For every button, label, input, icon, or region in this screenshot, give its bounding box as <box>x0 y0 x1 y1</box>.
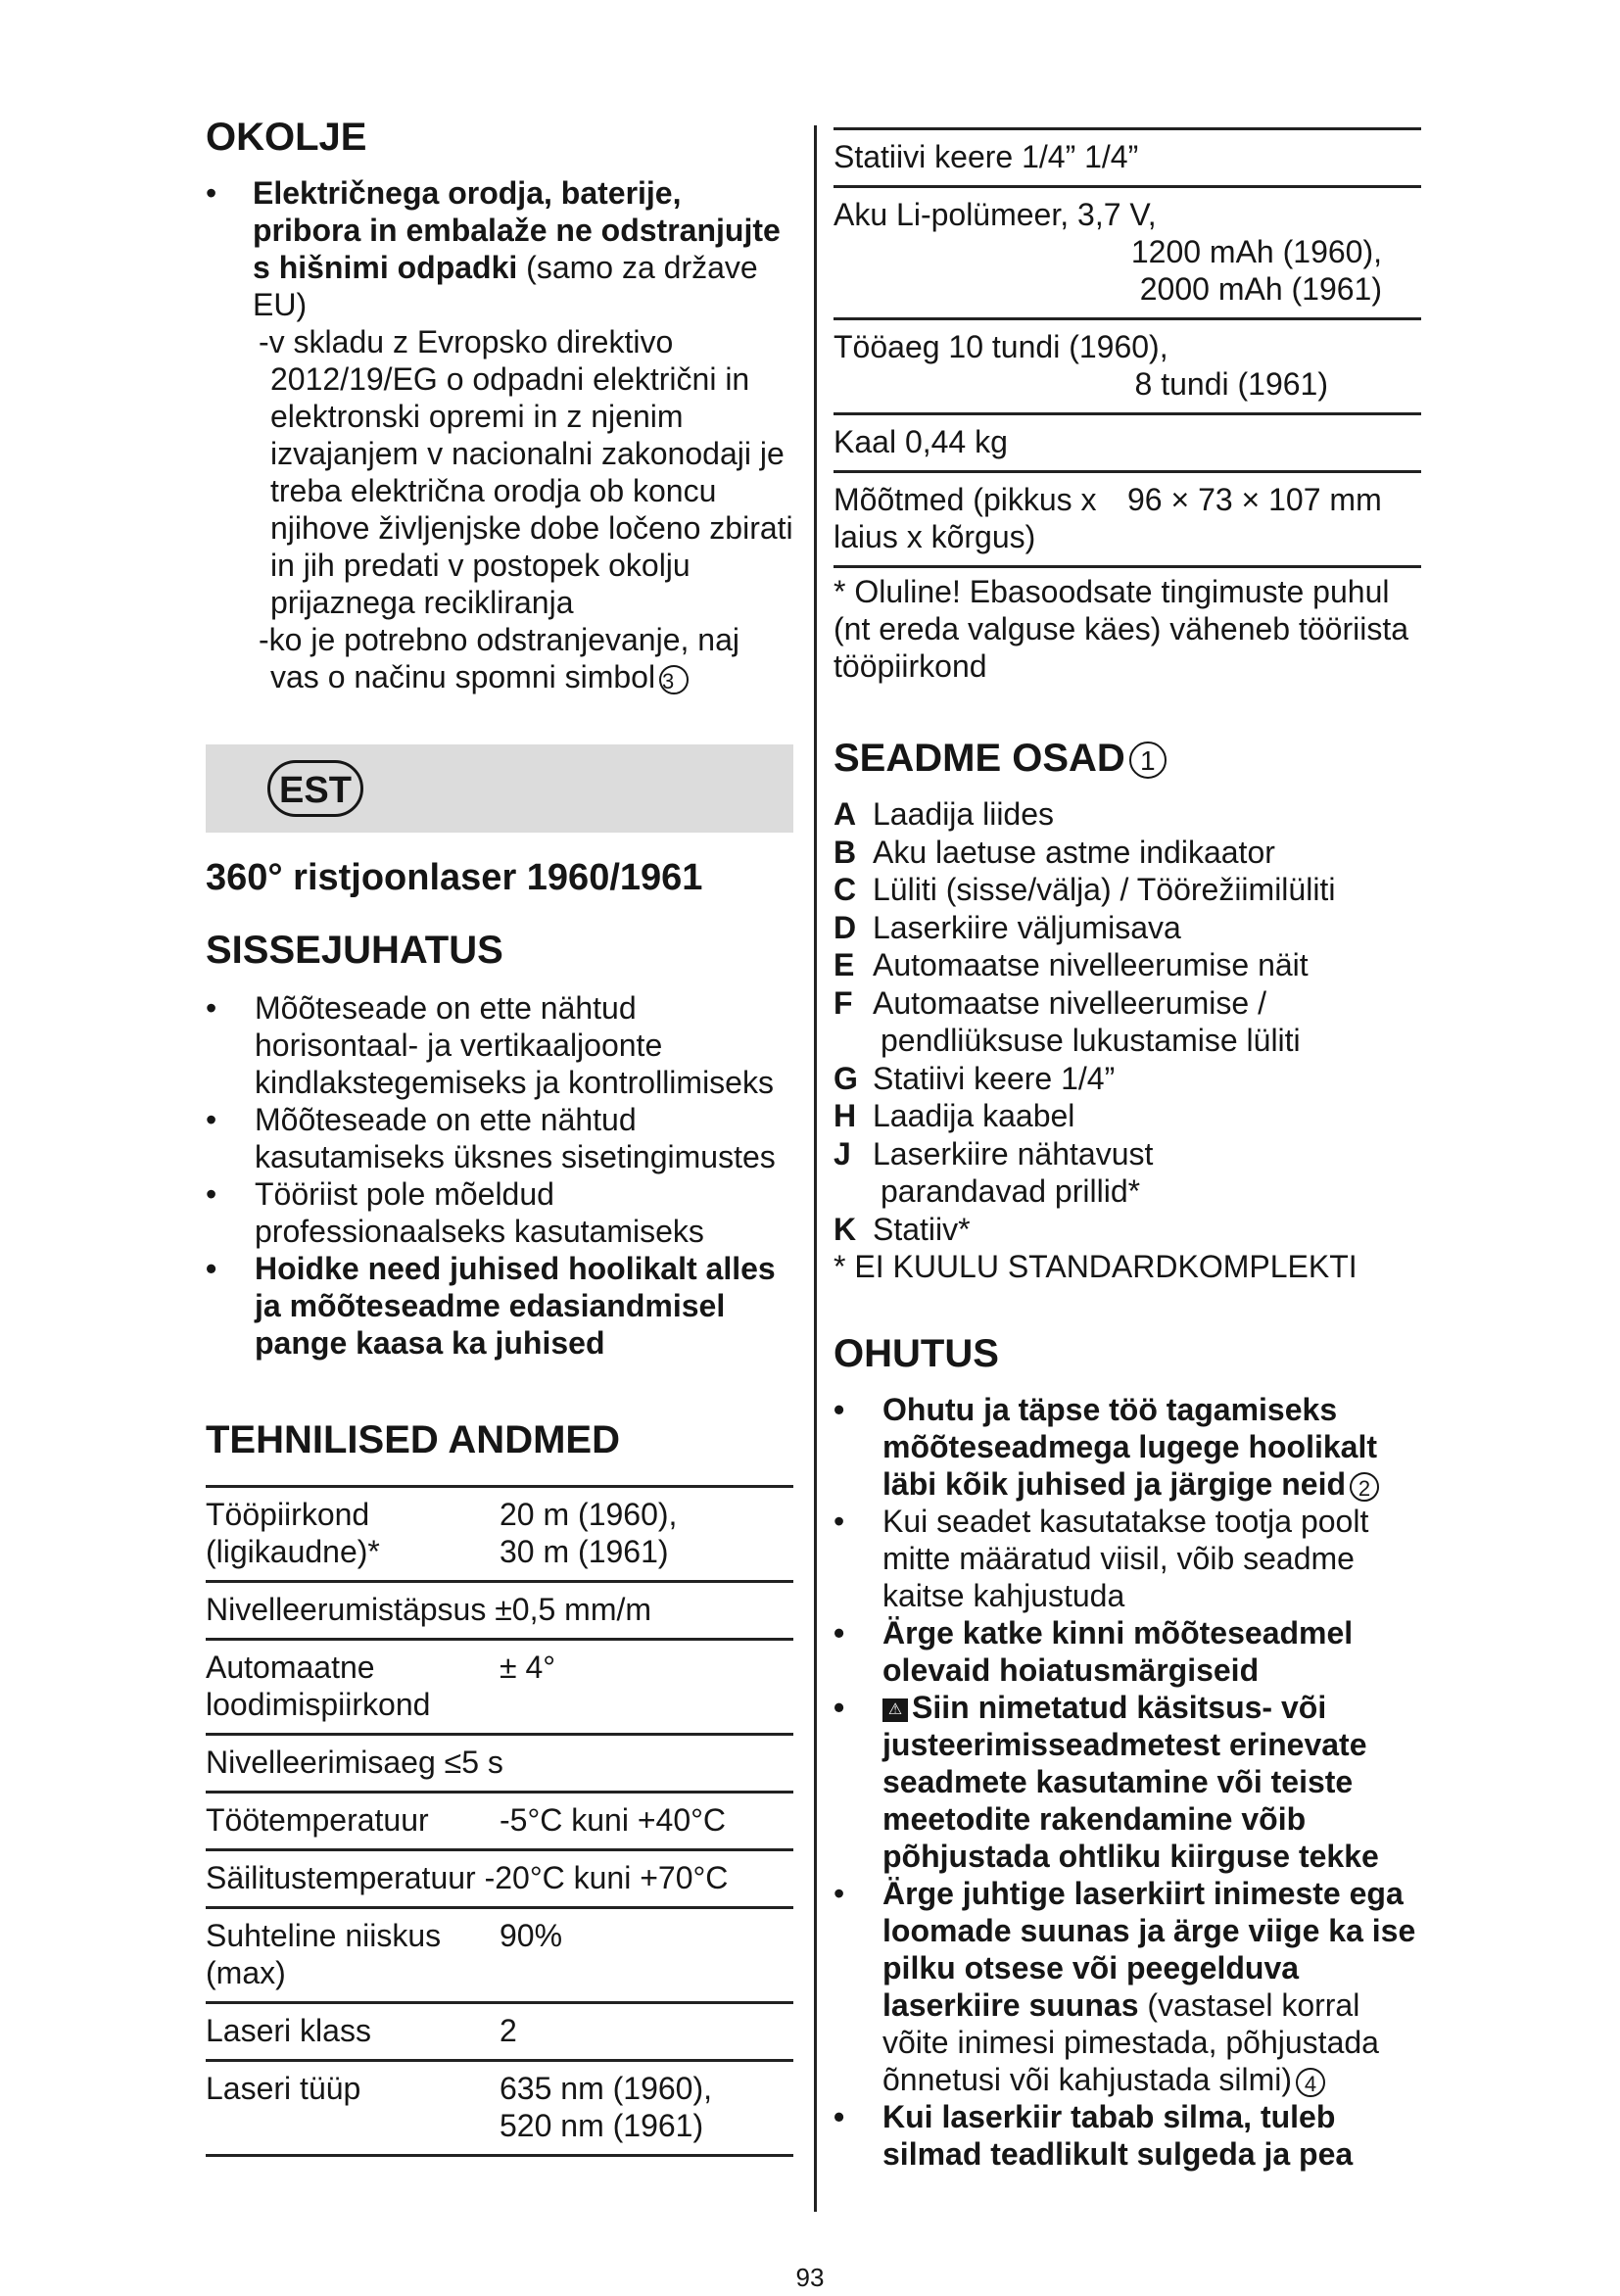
aku-line-1: Aku Li-polümeer, 3,7 V, <box>834 197 1157 232</box>
part-key: F <box>834 984 853 1021</box>
spec-label: Säilitustemperatuur -20°C kuni +70°C <box>206 1850 793 1908</box>
section-heading-okolje: OKOLJE <box>206 116 367 159</box>
table-row <box>834 470 1421 568</box>
part-key: A <box>834 796 857 832</box>
table-row: Kaal 0,44 kg <box>834 412 1421 470</box>
part-key: E <box>834 947 855 982</box>
list-item <box>834 946 1421 984</box>
okolje-sub-2-text: -ko je potrebno odstranjevanje, naj vas o načinu spomni simbol <box>259 622 739 694</box>
product-title: 360° ristjoonlaser 1960/1961 <box>206 857 703 898</box>
okolje-bullet-bold: Električnega orodja, baterije, pribora in embalaže ne odstranjujte s hišnimi odpadki <box>253 175 781 285</box>
list-item <box>834 1097 1421 1135</box>
mootmed-label: Mõõtmed (pikkus x laius x kõrgus) <box>834 482 1097 554</box>
list-item <box>834 795 1421 834</box>
section-heading-sissejuhatus: SISSEJUHATUS <box>206 929 503 972</box>
part-key: D <box>834 909 857 945</box>
language-band <box>206 744 793 833</box>
intro-bullet-bold: • Hoidke need juhised hoolikalt alles ja mõõteseadme edasiandmisel pange kaasa ka juhised <box>206 1250 793 1362</box>
part-key: J <box>834 1135 851 1172</box>
section-heading-ohutus: OHUTUS <box>834 1332 999 1375</box>
ohutus-list <box>834 1391 1421 2173</box>
safety-bullet-4 <box>834 1689 1421 1875</box>
table-row <box>206 1908 793 2003</box>
spec-value: 20 m (1960), 30 m (1961) <box>500 1487 793 1582</box>
tooaeg-line-2: 8 tundi (1961) <box>1134 366 1328 402</box>
spec-value: 635 nm (1960), 520 nm (1961) <box>500 2061 793 2156</box>
table-row <box>206 2003 793 2061</box>
tech-spec-table <box>206 1485 793 2157</box>
okolje-block <box>206 174 793 695</box>
intro-bullet-3: • Tööriist pole mõeldud professionaalseks kasutamiseks <box>206 1175 793 1250</box>
safety-bullet-6: • Kui laserkiir tabab silma, tuleb silmad teadlikult sulgeda ja pea <box>834 2098 1421 2173</box>
spec-value: 2 <box>500 2003 793 2061</box>
spec-label: Laseri tüüp <box>206 2061 500 2156</box>
page-number: 93 <box>795 2263 825 2292</box>
okolje-sub-1: -v skladu z Evropsko direktivo 2012/19/EG o odpadni električni in elektronski opremi in z njenim izvajanjem v nacionalni zakonodaji je treba električna orodja ob koncu njihove življenjske dobe ločeno zbirati in jih predati v postopek okolju prijaznega recikliranja <box>259 324 793 620</box>
table-row <box>206 1487 793 1582</box>
parts-list <box>834 795 1421 1286</box>
part-label: Laserkiire nähtavust <box>873 1135 1154 1172</box>
list-item <box>834 1135 1421 1173</box>
figure-ref-1-icon: 1 <box>1129 741 1167 779</box>
part-label: Laserkiire väljumisava <box>873 909 1181 945</box>
spec-value: ± 4° <box>500 1640 793 1735</box>
symbol-ref-2-icon: 2 <box>1350 1472 1379 1502</box>
part-label: Statiivi keere 1/4” <box>873 1060 1116 1096</box>
spec-label: Laseri klass <box>206 2003 500 2061</box>
table-row <box>206 1582 793 1640</box>
list-item <box>834 1060 1421 1098</box>
table-row <box>206 1850 793 1908</box>
safety-bullet-4-text: Siin nimetatud käsitsus- või justeerimisseadmetest erinevate seadmete kasutamine või teiste meetodite rakendamine võib põhjustada ohtliku kiirguse tekke <box>882 1690 1379 1874</box>
table-row <box>834 317 1421 412</box>
safety-bullet-5 <box>834 1875 1421 2098</box>
table-row <box>206 1793 793 1850</box>
safety-bullet-1 <box>834 1391 1421 1503</box>
list-item <box>834 834 1421 872</box>
spec-label: Tööpiirkond (ligikaudne)* <box>206 1487 500 1582</box>
aku-line-2: 1200 mAh (1960), <box>1130 234 1382 269</box>
safety-bullet-2: • Kui seadet kasutatakse tootja poolt mitte määratud viisil, võib seadme kaitse kahjustuda <box>834 1503 1421 1614</box>
spec-value: 90% <box>500 1908 793 2003</box>
safety-bullet-5-rest: (vastasel korral võite inimesi pimestada, põhjustada õnnetusi või kahjustada silmi) <box>882 1987 1379 2097</box>
spec-label: Suhteline niiskus (max) <box>206 1908 500 2003</box>
list-item <box>834 909 1421 947</box>
okolje-bullet-rest: (samo za države EU) <box>253 250 758 322</box>
part-label: Automaatse nivelleerumise / <box>873 984 1266 1021</box>
safety-bullet-3: • Ärge katke kinni mõõteseadmel olevaid hoiatusmärgiseid <box>834 1614 1421 1689</box>
part-label: Lüliti (sisse/välja) / Töörežiimilüliti <box>873 872 1336 907</box>
mootmed-value: 96 × 73 × 107 mm <box>1127 482 1382 517</box>
spec-value: -5°C kuni +40°C <box>500 1793 793 1850</box>
part-label-continued: pendliüksuse lukustamise lüliti <box>881 1023 1301 1058</box>
language-badge: EST <box>267 760 363 817</box>
list-item <box>834 1211 1421 1249</box>
spec-label: Töötemperatuur <box>206 1793 500 1850</box>
part-key: C <box>834 872 857 907</box>
table-row <box>206 1640 793 1735</box>
table-row <box>206 2061 793 2156</box>
spec-table-continued <box>834 127 1421 568</box>
part-label-continued: parandavad prillid* <box>881 1173 1141 1209</box>
part-label: Laadija liides <box>873 796 1055 832</box>
aku-line-3: 2000 mAh (1961) <box>1139 271 1382 307</box>
safety-bullet-1-text: Ohutu ja täpse töö tagamiseks mõõteseadmega lugege hoolikalt läbi kõik juhised ja järgige neid <box>882 1392 1377 1502</box>
intro-bullet-1: • Mõõteseade on ette nähtud horisontaal- ja vertikaaljoonte kindlakstegemiseks ja kontrollimiseks <box>206 989 793 1101</box>
symbol-ref-3-icon: 3 <box>659 665 689 694</box>
sissejuhatus-list <box>206 989 793 1362</box>
section-heading-seadme-osad <box>834 737 1421 780</box>
intro-bullet-2: • Mõõteseade on ette nähtud kasutamiseks üksnes sisetingimustes <box>206 1101 793 1175</box>
column-divider <box>814 125 817 2212</box>
spec-label: Nivelleerumistäpsus ±0,5 mm/m <box>206 1582 793 1640</box>
part-key: H <box>834 1098 857 1133</box>
range-note: * Oluline! Ebasoodsate tingimuste puhul (nt ereda valguse käes) väheneb tööriista tööpiirkond <box>834 574 1409 684</box>
okolje-bullet <box>206 174 793 323</box>
part-key: G <box>834 1060 858 1096</box>
seadme-osad-title: SEADME OSAD <box>834 737 1125 780</box>
symbol-ref-4-icon: 4 <box>1296 2068 1325 2097</box>
part-key: B <box>834 834 857 870</box>
list-item <box>834 871 1421 909</box>
table-row <box>834 185 1421 317</box>
part-label: Aku laetuse astme indikaator <box>873 834 1275 870</box>
section-heading-tehnilised: TEHNILISED ANDMED <box>206 1418 620 1461</box>
part-label: Laadija kaabel <box>873 1098 1075 1133</box>
spec-label: Automaatne loodimispiirkond <box>206 1640 500 1735</box>
tooaeg-line-1: Tööaeg 10 tundi (1960), <box>834 329 1168 364</box>
table-row: Statiivi keere 1/4” 1/4” <box>834 127 1421 185</box>
warning-triangle-icon: ⚠ <box>882 1698 908 1722</box>
part-label: Statiiv* <box>873 1211 971 1247</box>
tech-spec-table-wrap <box>206 1485 793 2157</box>
part-key: K <box>834 1211 857 1247</box>
safety-bullet-5-bold: Ärge juhtige laserkiirt inimeste ega loomade suunas ja ärge viige ka ise pilku otsese või peegelduva laserkiire suunas <box>882 1876 1416 2023</box>
table-row <box>206 1735 793 1793</box>
spec-label: Nivelleerimisaeg ≤5 s <box>206 1735 793 1793</box>
part-label: Automaatse nivelleerumise näit <box>873 947 1309 982</box>
parts-footnote: * EI KUULU STANDARDKOMPLEKTI <box>834 1249 1358 1284</box>
list-item <box>834 984 1421 1023</box>
okolje-sub-2 <box>206 621 793 695</box>
